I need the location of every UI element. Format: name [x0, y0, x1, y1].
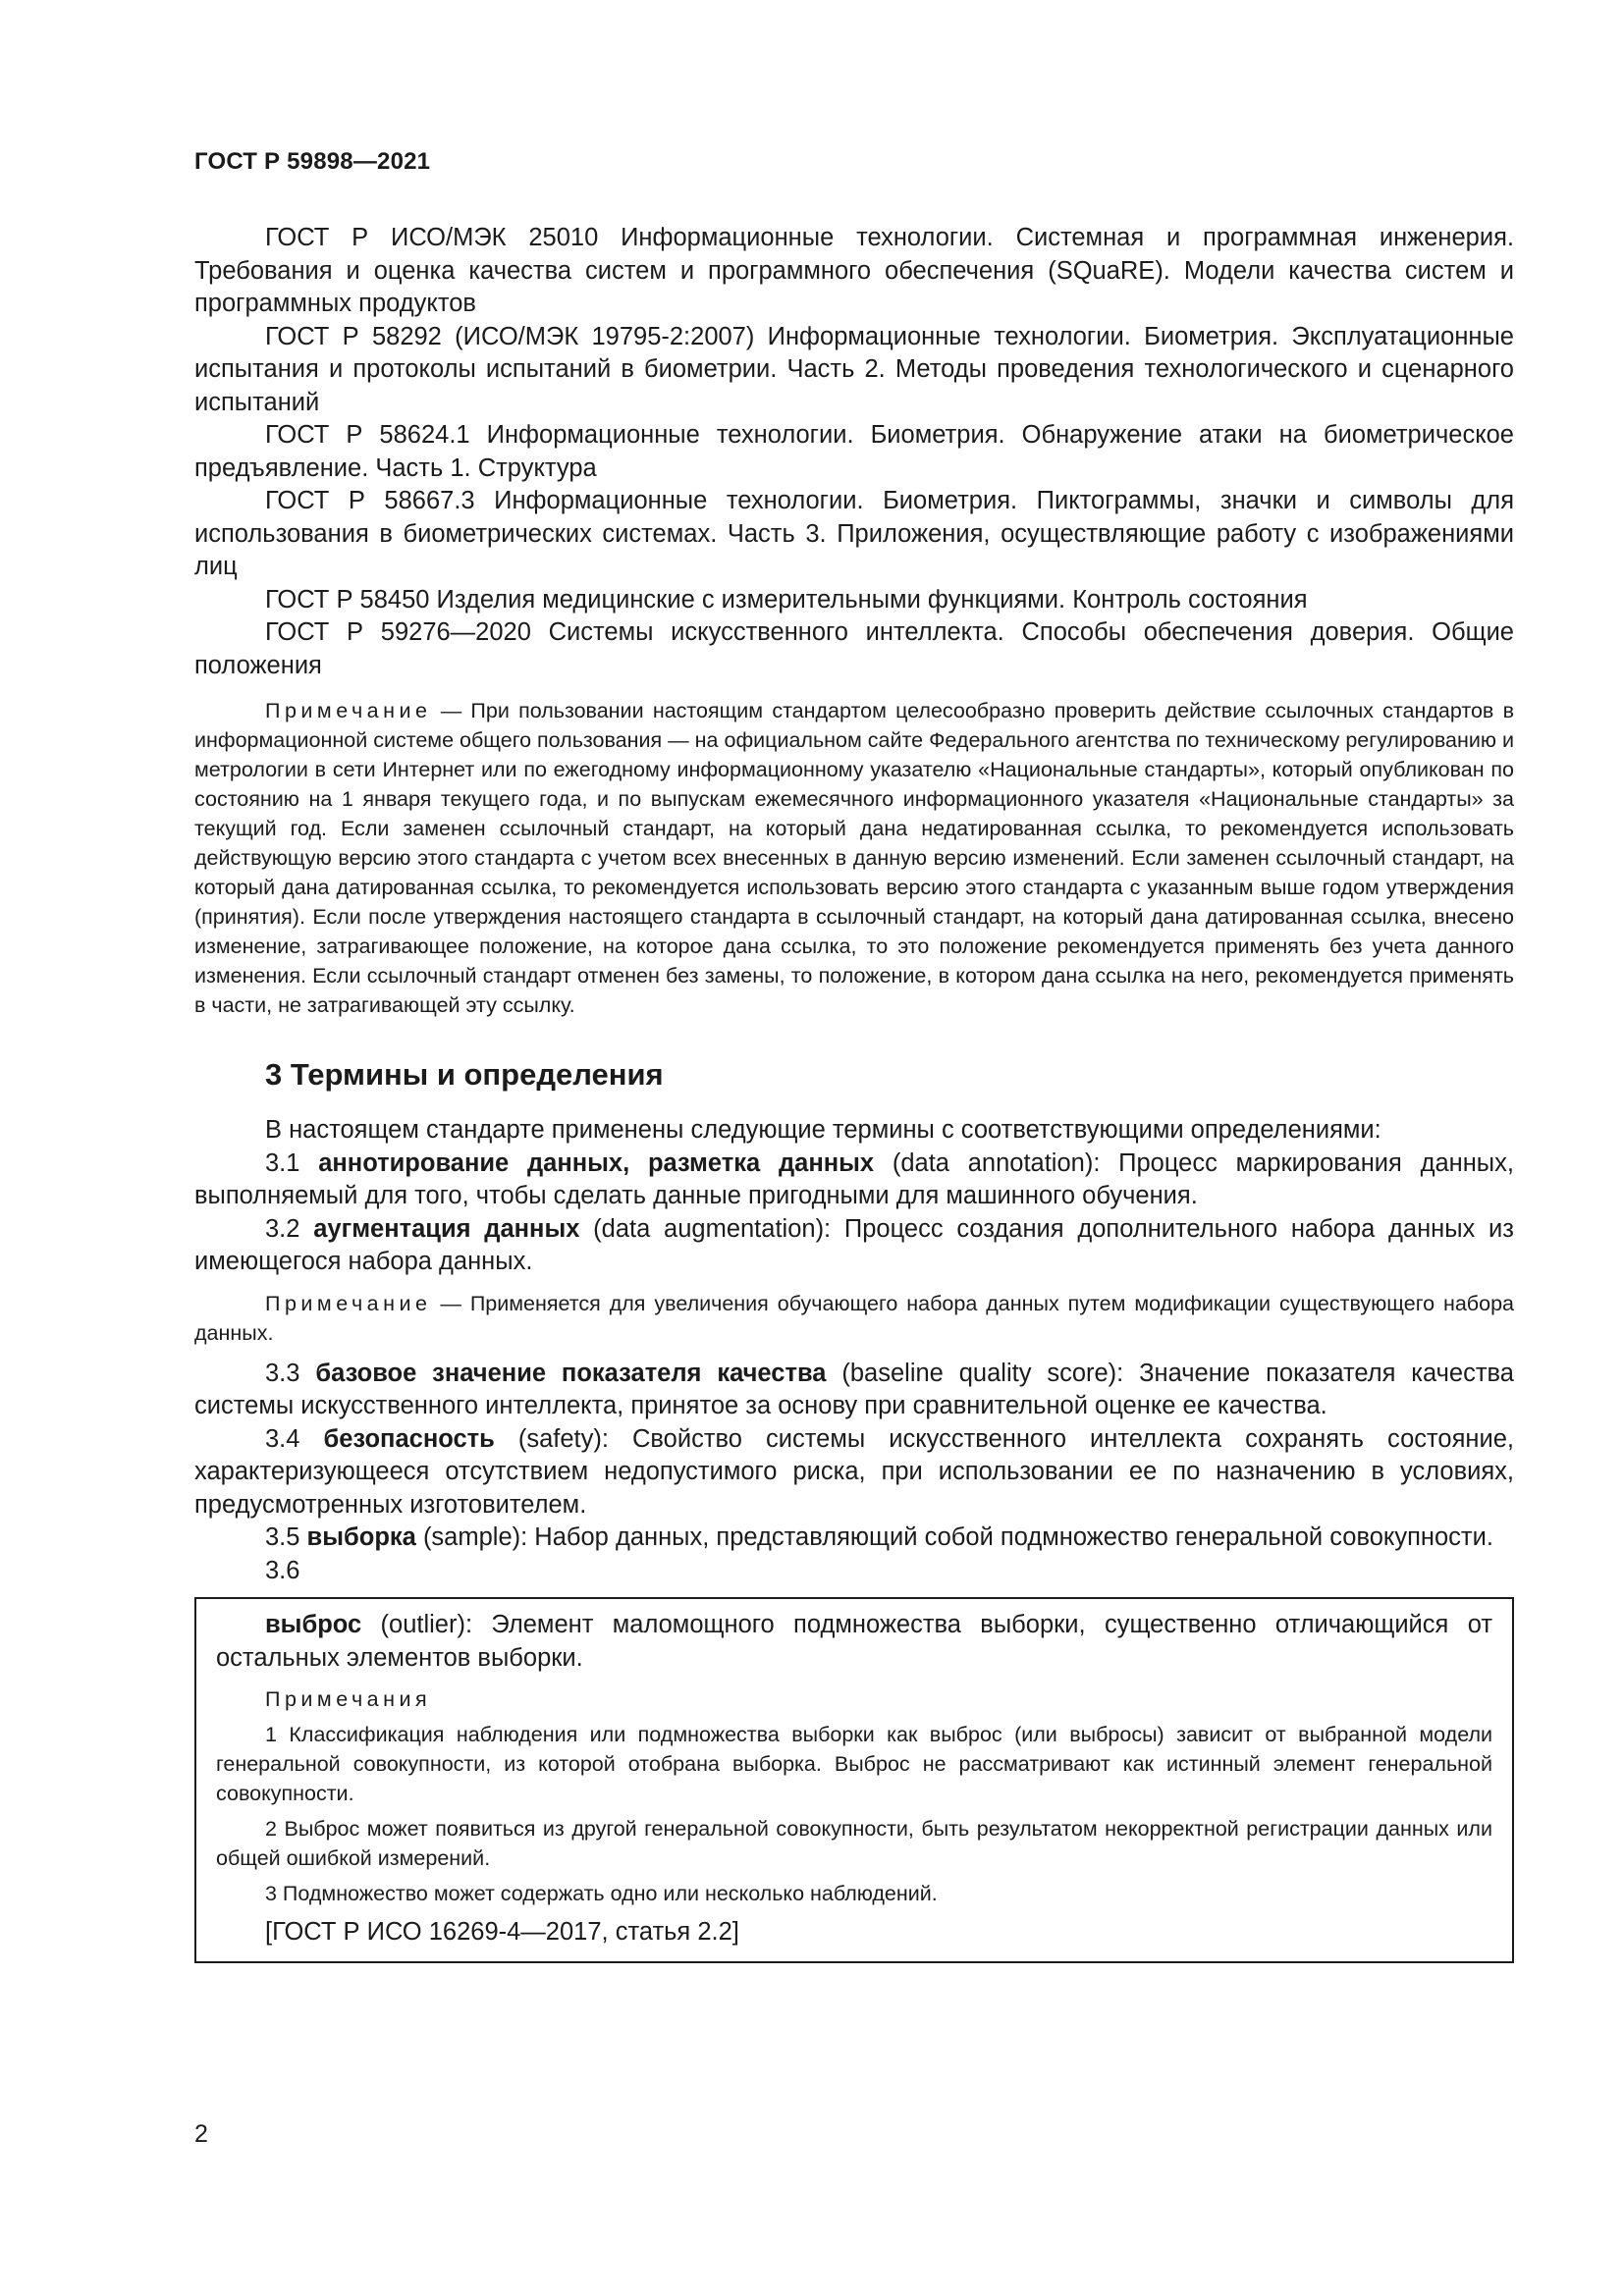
document-body — [194, 222, 1514, 1963]
term-source: [ГОСТ Р ИСО 16269-4—2017, статья 2.2] — [265, 1918, 739, 1946]
term-name: базовое значение показателя качества — [315, 1359, 827, 1387]
term-3-6-note-1: 1 Классификация наблюдения или подмножества выборки как выброс (или выбросы) зависит от выбранной модели генеральной совокупности, из которой отобрана выборка. Выброс не рассматривают как истинный элемент генеральной совокупности. — [216, 1723, 1492, 1805]
note-label: Примечание — [265, 1291, 432, 1315]
ref-item: ГОСТ Р 58667.3 Информационные технологии. Биометрия. Пиктограммы, значки и символы для использования в биометрических системах. Часть 3. Приложения, осуществляющие работу с изображениями лиц — [194, 487, 1514, 580]
ref-item: ГОСТ Р 58292 (ИСО/МЭК 19795-2:2007) Информационные технологии. Биометрия. Эксплуатационные испытания и протоколы испытаний в биометрии. Часть 2. Методы проведения технологического и сценарного испытаний — [194, 322, 1514, 416]
term-name: аннотирование данных, разметка данных — [318, 1148, 875, 1177]
term-name: безопасность — [323, 1424, 495, 1453]
page-number: 2 — [194, 2120, 208, 2148]
notes-heading: Примечания — [265, 1687, 432, 1711]
document-header: ГОСТ Р 59898—2021 — [194, 148, 431, 175]
references-note — [194, 696, 1514, 1020]
term-3-6-note-2: 2 Выброс может появиться из другой генеральной совокупности, быть результатом некорректной регистрации данных или общей ошибкой измерений. — [216, 1817, 1492, 1870]
term-3-1: 3.1 аннотирование данных, разметка данных (data annotation): Процесс маркирования данных, выполняемый для того, чтобы сделать данные пригодными для машинного обучения. — [194, 1148, 1514, 1209]
term-3-6-box — [194, 1597, 1514, 1963]
term-3-6-number: 3.6 — [265, 1556, 300, 1584]
ref-item: ГОСТ Р 59276—2020 Системы искусственного интеллекта. Способы обеспечения доверия. Общие положения — [194, 618, 1514, 679]
term-name: выборка — [306, 1523, 416, 1551]
note-label: Примечание — [265, 699, 432, 722]
term-3-2-note: Примечание — Применяется для увеличения обучающего набора данных путем модификации существующего набора данных. — [194, 1291, 1514, 1345]
section-intro: В настоящем стандарте применены следующие термины с соответствующими определениями: — [265, 1116, 1381, 1144]
section-title: 3 Термины и определения — [265, 1057, 664, 1092]
term-3-2: 3.2 аугментация данных (data augmentation): Процесс создания дополнительного набора данных из имеющегося набора данных. — [194, 1214, 1514, 1275]
ref-item: ГОСТ Р ИСО/МЭК 25010 Информационные технологии. Системная и программная инженерия. Требования и оценка качества систем и программного обеспечения (SQuaRE). Модели качества систем и программных продуктов — [194, 224, 1514, 317]
ref-item: ГОСТ Р 58450 Изделия медицинские с измерительными функциями. Контроль состояния — [265, 585, 1308, 614]
term-3-3: 3.3 базовое значение показателя качества (baseline quality score): Значение показателя качества системы искусственного интеллекта, принятое за основу при сравнительной оценке ее качества. — [194, 1359, 1514, 1419]
term-name: выброс — [265, 1611, 362, 1638]
term-3-6: выброс (outlier): Элемент маломощного подмножества выборки, существенно отличающийся от остальных элементов выборки. — [216, 1611, 1492, 1672]
note-text: — При пользовании настоящим стандартом целесообразно проверить действие ссылочных стандартов в информационной системе общего пользования — на официальном сайте Федерального агентства по техническому регулированию и метрологии в сети Интернет или по ежегодному информационному указателю «Национальные стандарты», который опубликован по состоянию на 1 января текущего года, и по выпускам ежемесячного информационного указателя «Национальные стандарты» за текущий год. Если заменен ссылочный стандарт, на который дана недатированная ссылка, то рекомендуется использовать действующую версию этого стандарта с учетом всех внесенных в данную версию изменений. Если заменен ссылочный стандарт, на который дана датированная ссылка, то рекомендуется использовать версию этого стандарта с указанным выше годом утверждения (принятия). Если после утверждения настоящего стандарта в ссылочный стандарт, на который дана датированная ссылка, внесено изменение, затрагивающее положение, на которое дана ссылка, то это положение рекомендуется применять без учета данного изменения. Если ссылочный стандарт отменен без замены, то положение, в котором дана ссылка на него, рекомендуется применять в части, не затрагивающей эту ссылку. — [194, 699, 1514, 1017]
term-3-6-note-3: 3 Подмножество может содержать одно или несколько наблюдений. — [265, 1882, 938, 1905]
term-name: аугментация данных — [313, 1214, 580, 1243]
term-3-5: 3.5 выборка (sample): Набор данных, представляющий собой подмножество генеральной совокупности. — [265, 1523, 1493, 1551]
term-3-4: 3.4 безопасность (safety): Свойство системы искусственного интеллекта сохранять состояние, характеризующееся отсутствием недопустимого риска, при использовании ее по назначению в условиях, предусмотренных изготовителем. — [194, 1424, 1514, 1519]
ref-item: ГОСТ Р 58624.1 Информационные технологии. Биометрия. Обнаружение атаки на биометрическое предъявление. Часть 1. Структура — [194, 421, 1514, 482]
